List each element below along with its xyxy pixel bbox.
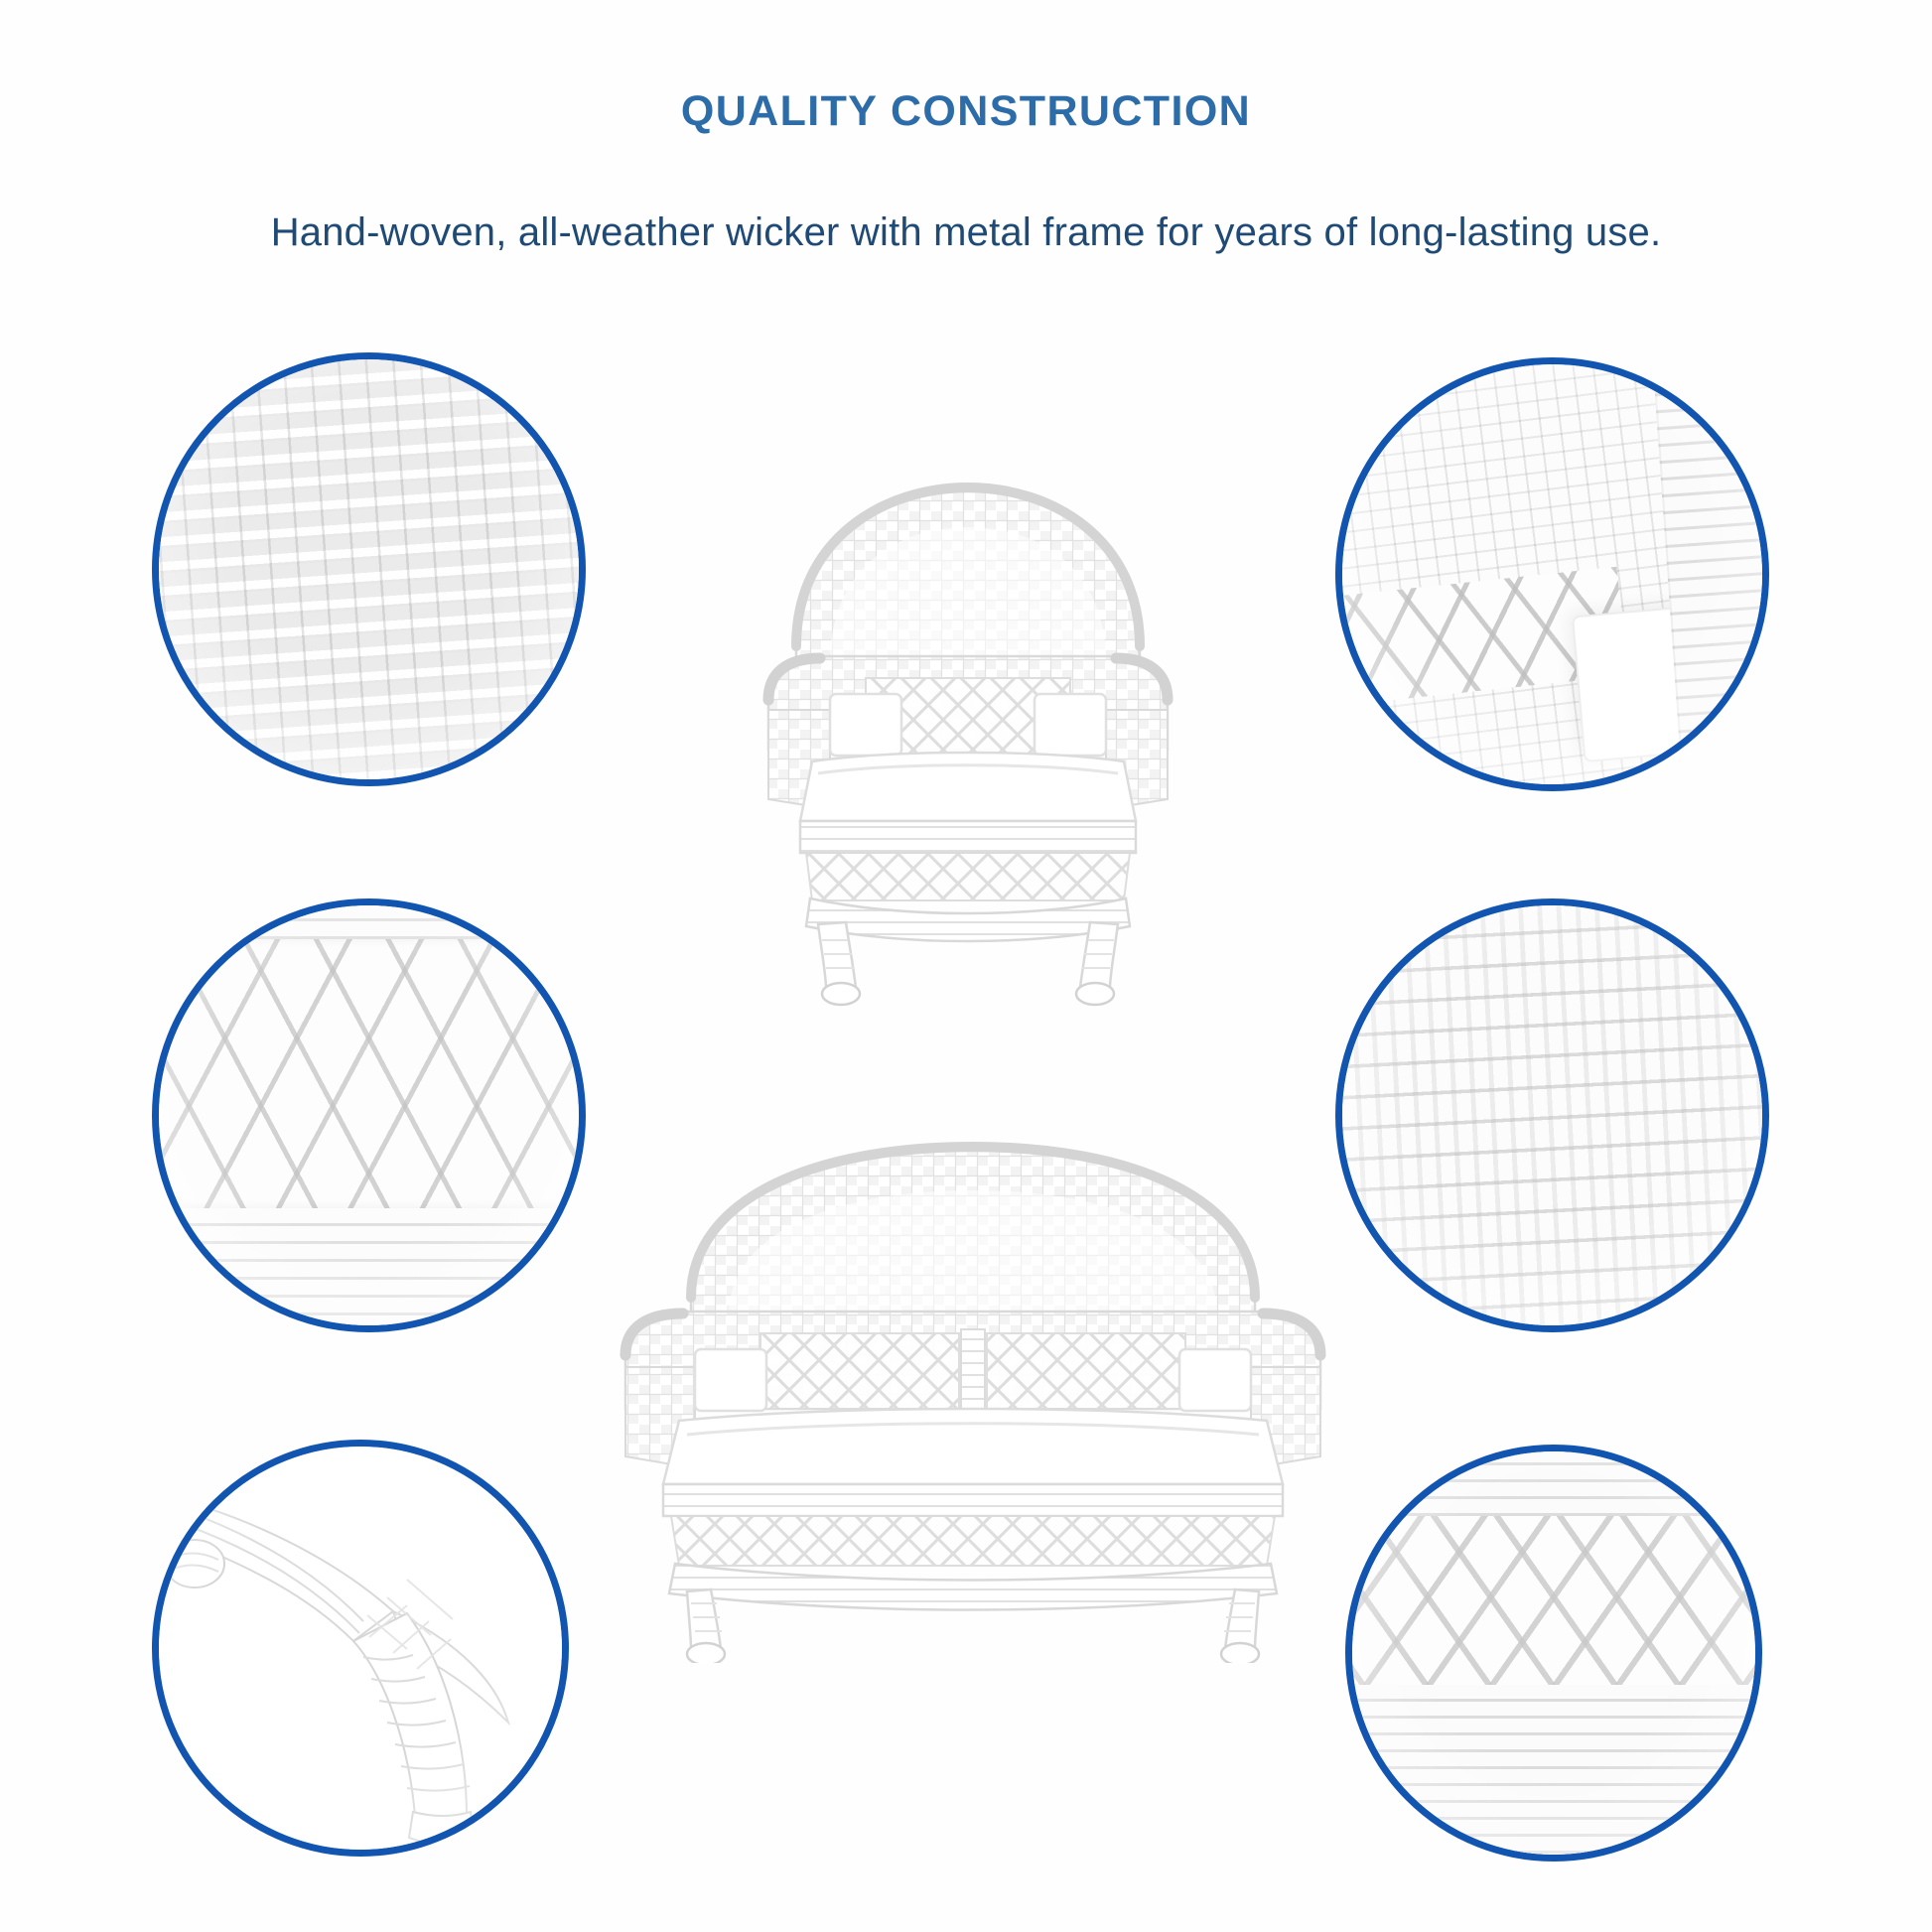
callout-leg-joint-detail: [152, 1440, 569, 1857]
callout-flat-basket-weave-detail: [152, 352, 586, 786]
lower-weave-band: [1352, 1685, 1755, 1855]
page-title: QUALITY CONSTRUCTION: [680, 87, 1252, 135]
callout-criss-cross-weave-detail: [1345, 1445, 1762, 1862]
solid-weave-band: [159, 1208, 579, 1325]
top-rail-band: [159, 905, 579, 939]
callout-horizontal-weave-detail: [1335, 898, 1769, 1332]
upper-weave-band: [1352, 1451, 1755, 1516]
page-subtitle: Hand-woven, all-weather wicker with metal frame for years of long-lasting use.: [270, 210, 1662, 254]
chair-corner-texture: [1342, 364, 1762, 784]
callout-diamond-lattice-detail: [152, 898, 586, 1332]
basket-weave-texture: [152, 352, 586, 786]
wicker-loveseat: [596, 1107, 1350, 1663]
wicker-armchair: [735, 452, 1201, 1008]
leg-joint-texture: [159, 1447, 562, 1850]
criss-cross-texture: [1352, 1451, 1755, 1855]
callout-chair-back-corner-detail: [1335, 357, 1769, 791]
horizontal-weave-texture: [1335, 898, 1769, 1332]
diamond-lattice-texture: [159, 905, 579, 1325]
